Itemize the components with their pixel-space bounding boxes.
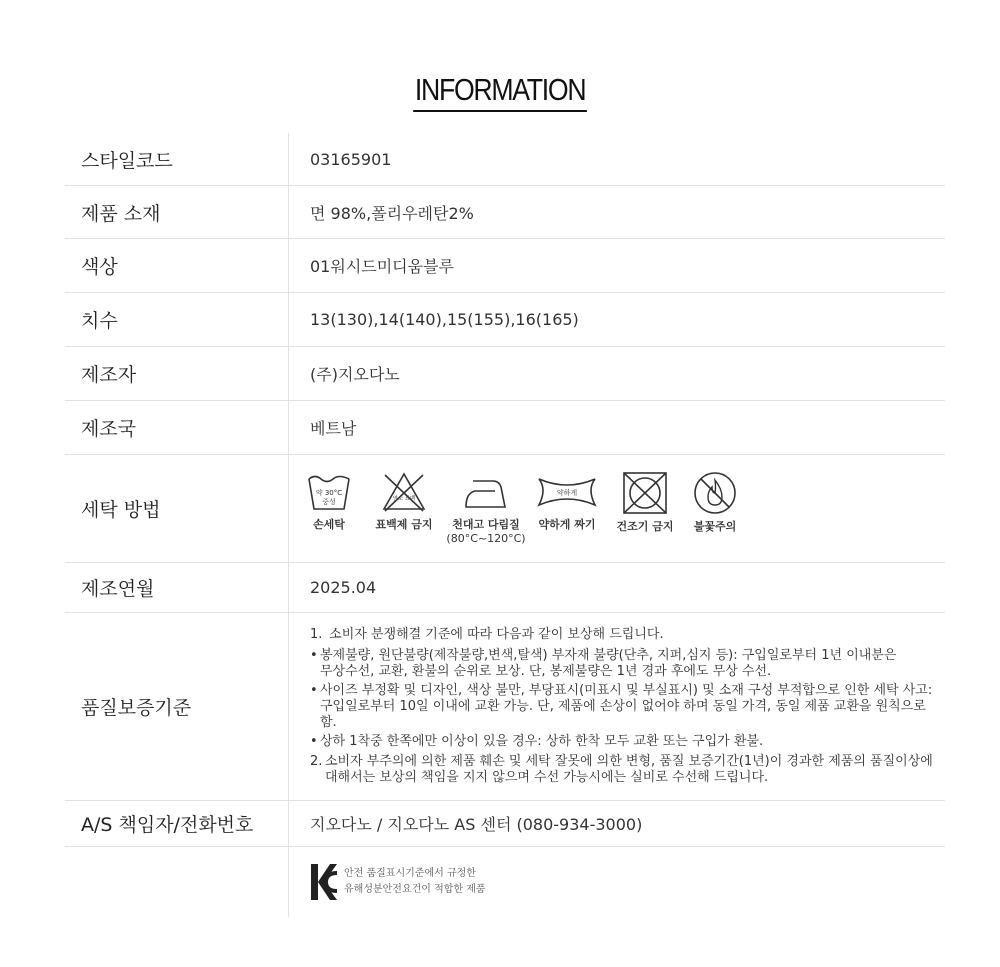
quality-text-cell [289,613,946,801]
quality-item-1-number: 1. [310,627,323,642]
row-color [65,239,945,293]
date-label: 제조연월 [65,563,289,613]
quality-bullet-1-text: 봉제불량, 원단불량(제작불량,변색,탈색) 부자재 불량(단추, 지퍼,심지 등): 구입일로부터 1년 이내분은 무상수선, 교환, 환불의 순위로 보상. 단, 봉제불량은 1년 경과 후에도 무상 수선. [320,648,897,679]
svg-text:중성: 중성 [322,498,336,506]
iron-temp-caption: (80°C~120°C) [446,532,526,545]
quality-label: 품질보증기준 [65,613,289,801]
wash-symbol [531,471,603,532]
wash-icons-cell [289,455,946,563]
no-tumble-dry-caption: 건조기 금지 [616,520,674,533]
row-date [65,563,945,613]
wash-symbol [615,471,675,534]
as-value: 지오다노 / 지오다노 AS 센터 (080-934-3000) [289,801,946,847]
hand-wash-caption: 손세탁 [313,518,345,531]
country-label: 제조국 [65,401,289,455]
keep-from-fire-icon [692,471,738,515]
kc-line-2: 유해성분안전요건이 적합한 제품 [344,884,486,895]
row-style-code [65,133,945,186]
kc-text [344,866,486,898]
quality-bullet-3-text: 상하 1착중 한쪽에만 이상이 있을 경우: 상하 한착 모두 교환 또는 구입가 환불. [320,734,764,749]
svg-text:약 30°C: 약 30°C [315,489,343,497]
row-country [65,401,945,455]
size-label: 치수 [65,293,289,347]
quality-item-2-number: 2. [310,754,323,769]
title-text: INFORMATION [413,72,587,112]
svg-text:약하게: 약하게 [556,489,578,497]
color-label: 색상 [65,239,289,293]
maker-value: (주)지오다노 [289,347,946,401]
fire-caution-caption: 불꽃주의 [693,520,737,533]
material-value: 면 98%,폴리우레탄2% [289,186,946,239]
wash-label: 세탁 방법 [65,455,289,563]
row-kc [65,847,945,918]
wash-symbol [305,471,353,532]
wash-symbol [373,471,435,532]
svg-text:표백: 표백 [404,496,416,502]
quality-standard-text [310,627,945,786]
info-table [65,133,945,917]
row-wash [65,455,945,563]
quality-bullet-2-text: 사이즈 부정확 및 디자인, 색상 불만, 부당표시(미표시 및 부실표시) 및 소재 구성 부적합으로 인한 세탁 사고: 구입일로부터 10일 이내에 교환 가능. 단, 제품에 손상이 없어야 하며 동일 가격, 동일 제품 교환을 원칙으로 함. [320,683,933,730]
quality-item-2 [310,754,945,786]
hand-wash-icon [306,471,352,513]
quality-item-1 [310,627,945,643]
country-value: 베트남 [289,401,946,455]
row-size [65,293,945,347]
style-code-label: 스타일코드 [81,149,173,172]
section-title [0,72,1000,112]
maker-label: 제조자 [65,347,289,401]
quality-bullet [310,683,945,731]
wash-icons [310,471,945,546]
kc-label-empty [65,847,289,918]
row-quality [65,613,945,801]
quality-item-1-text: 소비자 분쟁해결 기준에 따라 다음과 같이 보상해 드립니다. [329,627,664,642]
row-as [65,801,945,847]
color-value: 01워시드미디움블루 [289,239,946,293]
kc-mark-icon [310,863,338,901]
row-material [65,186,945,239]
iron-caption: 천대고 다림질 [452,518,520,531]
bullet-mark: • [310,683,318,698]
material-label: 제품 소재 [65,186,289,239]
kc-cell [289,847,946,918]
bullet-mark: • [310,734,318,749]
no-bleach-icon [381,471,427,513]
no-bleach-caption: 표백제 금지 [375,518,433,531]
size-value: 13(130),14(140),15(155),16(165) [289,293,946,347]
wash-symbol [689,471,741,534]
kc-line-1: 안전 품질표시기준에서 규정한 [344,868,476,879]
quality-bullet [310,648,945,680]
style-code-value: 03165901 [289,133,946,186]
kc-certification [310,863,945,901]
no-tumble-dry-icon [622,471,668,515]
quality-bullet [310,734,945,750]
as-label: A/S 책임자/전화번호 [65,801,289,847]
iron-icon [463,471,509,513]
bullet-mark: • [310,648,318,663]
quality-item-2-text: 소비자 부주의에 의한 제품 훼손 및 세탁 잘못에 의한 변형, 품질 보증기간(1년)이 경과한 제품의 품질이상에 대해서는 보상의 책임을 지지 않으며 수선 가능시에는 실비로 수선해 드립니다. [325,754,933,785]
svg-text:염소: 염소 [392,496,404,502]
gentle-wring-icon [537,471,597,513]
row-maker [65,347,945,401]
wash-symbol [447,471,525,546]
gentle-wring-caption: 약하게 짜기 [538,518,596,531]
date-value: 2025.04 [289,563,946,613]
